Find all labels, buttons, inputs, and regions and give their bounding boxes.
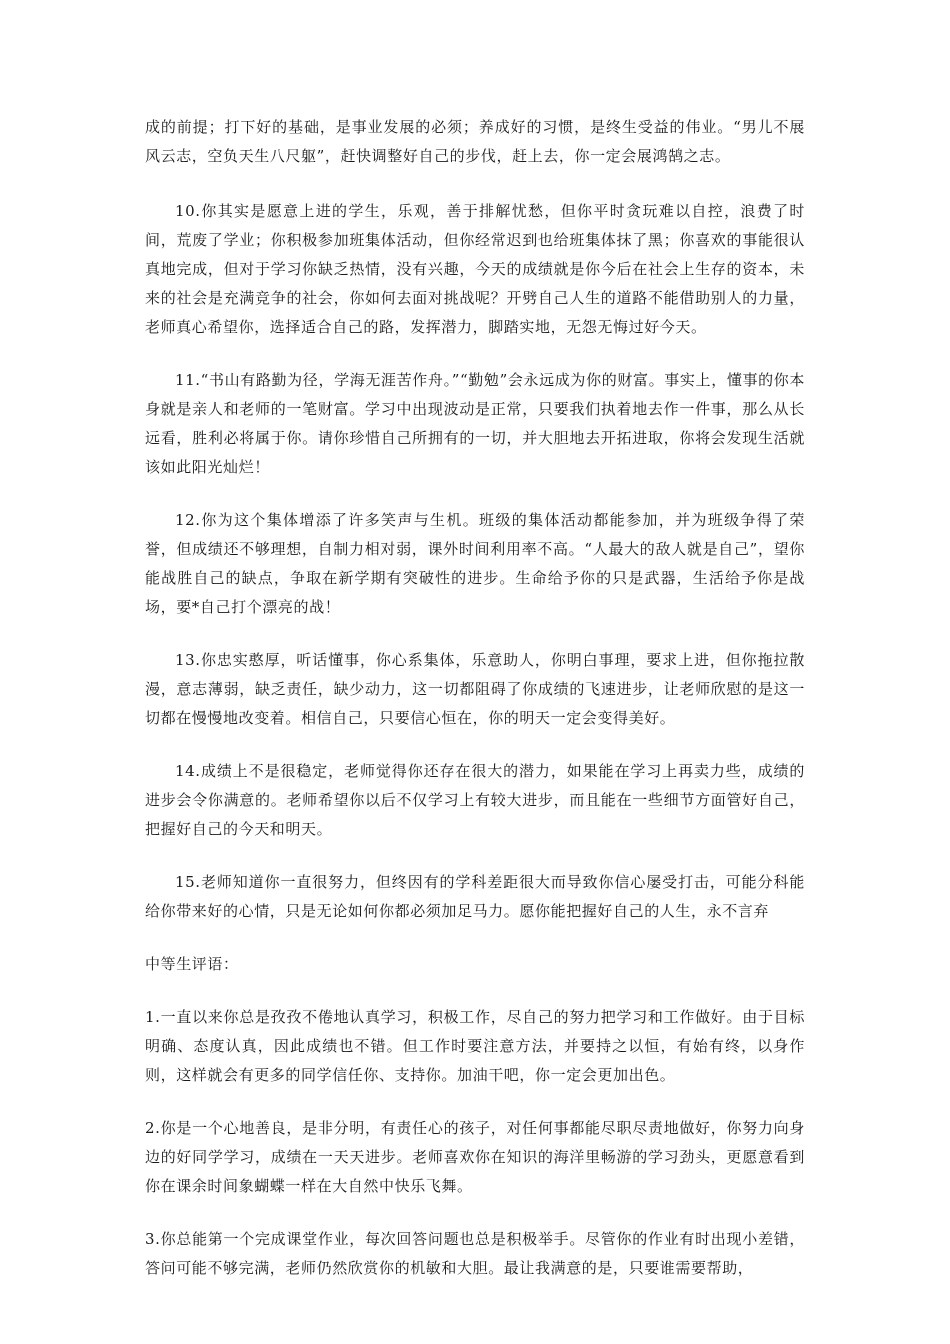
document-page [145,113,805,1307]
comment-paragraph-10: 10.你其实是愿意上进的学生，乐观，善于排解忧愁，但你平时贪玩难以自控，浪费了时间，荒废了学业；你积极参加班集体活动，但你经常迟到也给班集体抹了黑；你喜欢的事能很认真地完成，但对于学习你缺乏热情，没有兴趣，今天的成绩就是你今后在社会上生存的资本，未来的社会是充满竞争的社会，你如何去面对挑战呢？开劈自己人生的道路不能借助别人的力量，老师真心希望你，选择适合自己的路，发挥潜力，脚踏实地，无怨无悔过好今天。 [145,202,805,336]
middle-comment-paragraph-3: 3.你总能第一个完成课堂作业，每次回答问题也总是积极举手。尽管你的作业有时出现小差错，答问可能不够完满，老师仍然欣赏你的机敏和大胆。最让我满意的是，只要谁需要帮助， [145,1230,805,1277]
comment-paragraph-13: 13.你忠实憨厚，听话懂事，你心系集体，乐意助人，你明白事理，要求上进，但你拖拉散漫，意志薄弱，缺乏责任，缺少动力，这一切都阻碍了你成绩的飞速进步，让老师欣慰的是这一切都在慢慢地改变着。相信自己，只要信心恒在，你的明天一定会变得美好。 [145,651,805,727]
comment-paragraph-11: 11.“书山有路勤为径，学海无涯苦作舟。”“勤勉”会永远成为你的财富。事实上，懂事的你本身就是亲人和老师的一笔财富。学习中出现波动是正常，只要我们执着地去作一件事，那么从长远看，胜利必将属于你。请你珍惜自己所拥有的一切，并大胆地去开拓进取，你将会发现生活就该如此阳光灿烂！ [145,371,805,476]
continuation-paragraph: 成的前提；打下好的基础，是事业发展的必须；养成好的习惯，是终生受益的伟业。“男儿不展风云志，空负天生八尺躯”，赶快调整好自己的步伐，赶上去，你一定会展鸿鹄之志。 [145,118,805,165]
comment-paragraph-14: 14.成绩上不是很稳定，老师觉得你还存在很大的潜力，如果能在学习上再卖力些，成绩的进步会令你满意的。老师希望你以后不仅学习上有较大进步，而且能在一些细节方面管好自己，把握好自己的今天和明天。 [145,762,805,838]
section-heading: 中等生评语： [145,955,239,973]
middle-comment-paragraph-1: 1.一直以来你总是孜孜不倦地认真学习，积极工作，尽自己的努力把学习和工作做好。由于目标明确、态度认真，因此成绩也不错。但工作时要注意方法，并要持之以恒，有始有终，以身作则，这样就会有更多的同学信任你、支持你。加油干吧，你一定会更加出色。 [145,1008,805,1084]
middle-comment-paragraph-2: 2.你是一个心地善良，是非分明，有责任心的孩子，对任何事都能尽职尽责地做好，你努力向身边的好同学学习，成绩在一天天进步。老师喜欢你在知识的海洋里畅游的学习劲头，更愿意看到你在课余时间象蝴蝶一样在大自然中快乐飞舞。 [145,1119,805,1195]
comment-paragraph-12: 12.你为这个集体增添了许多笑声与生机。班级的集体活动都能参加，并为班级争得了荣誉，但成绩还不够理想，自制力相对弱，课外时间利用率不高。“人最大的敌人就是自己”，望你能战胜自己的缺点，争取在新学期有突破性的进步。生命给予你的只是武器，生活给予你是战场，要*自己打个漂亮的战！ [145,511,805,616]
comment-paragraph-15: 15.老师知道你一直很努力，但终因有的学科差距很大而导致你信心屡受打击，可能分科能给你带来好的心情，只是无论如何你都必须加足马力。愿你能把握好自己的人生，永不言弃 [145,873,805,920]
